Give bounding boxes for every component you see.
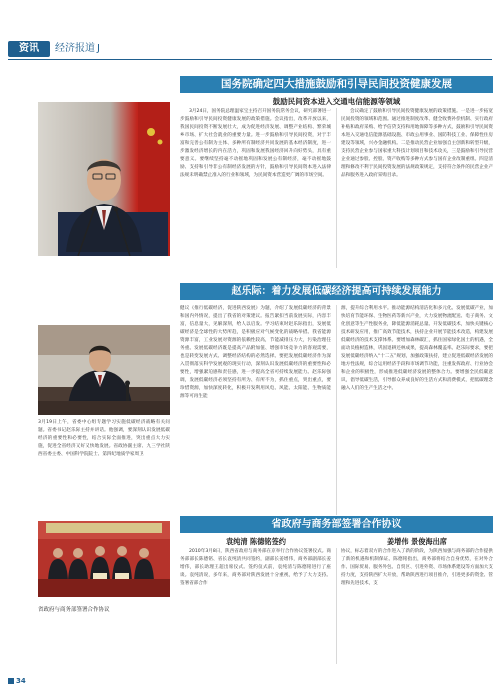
article3-col1-text: 2010年3月8日，陕西省政府与商务部在京举行合作协议签署仪式。商务部部长陈德铭、省长袁纯清共同签约，副部长姜增伟，商务部副部长姜增伟，部长助理王超出席仪式。签约仪式前，袁纯清与陈德铭进行了座谈。袁纯清说，多年来，商务部对陕西发展十分重视，给予了大力支持。签署省部合作 [180, 549, 331, 586]
header-section-title [55, 41, 100, 57]
article1-column-right [341, 108, 493, 272]
header-tag-text: 资讯 [19, 43, 39, 54]
article1-headline-text: 国务院确定四大措施鼓励和引导民间投资健康发展 [221, 78, 452, 90]
article2-photo-caption [38, 419, 170, 515]
header-mark: J [97, 43, 100, 54]
meeting-photo [38, 325, 170, 415]
article3-column-left [180, 548, 331, 668]
article3-subhead-left-text: 袁纯清 陈德铭签约 [225, 537, 286, 546]
article1-column-divider [336, 108, 337, 268]
article3-photo [38, 521, 170, 597]
article3-headline [180, 516, 493, 533]
header-rule [8, 59, 492, 60]
article3-caption-text: 省政府与商务部签署合作协议 [38, 607, 110, 613]
header-section-text: 经济报道 [55, 43, 95, 54]
article3-headline-text: 省政府与商务部签署合作协议 [271, 519, 402, 530]
article1-headline [180, 76, 493, 93]
article3-subhead-right [341, 537, 493, 547]
premier-speaking-photo [38, 102, 170, 256]
article3-column-right [341, 548, 493, 668]
article2-headline-text: 赵乐际：着力发展低碳经济提高可持续发展能力 [231, 286, 442, 297]
article2-caption-text: 3月19日上午，省委中心组专题学习实施低碳经济战略有关问题。省委书记赵乐际主持并讲话。他强调，要深刻认识发展低碳经济的重要性和必要性，结合实际全面推进，突出重点大力实施，促进全省经济又好又快地发展。省政协副主席、九三学社陕西省委主委、中国科学院院士、第四纪地质学家周卫 [38, 420, 170, 457]
article2-headline [180, 283, 493, 300]
article3-subhead-left [180, 537, 332, 547]
footer-page-number: 34 [16, 677, 26, 685]
article3-subhead-right-text: 姜增伟 景俊海出席 [386, 537, 447, 546]
article3-column-divider [336, 548, 337, 664]
article3-photo-caption [38, 605, 170, 613]
footer-square-icon [8, 678, 14, 684]
header-tag [8, 41, 50, 57]
article1-subhead-text: 鼓励民间资本进入交通电信能源等领域 [272, 97, 401, 106]
article2-column-left [180, 305, 331, 519]
signing-ceremony-photo [38, 521, 170, 597]
footer-page-marker [8, 676, 26, 686]
article1-column-left [180, 108, 331, 272]
article2-col2-text: 源，提升综合利用水平。推动能源结构清洁化和多元化。发展低碳产业，加快培育节能环保、生物医药等新兴产业，大力发展物流配送、电子商务、文化创意等生产性服务业，降低能源消耗总量。开发低碳技术，加快关键核心技术研发应用，推广高效节能技术，扶持企业开展节能技术改造，构建发展低碳经济的技术支撑体系。要增加森林碳汇，抓住国家绿化国土的机遇，全面动员植树造林，巩固退耕还林成果，提高森林覆盖率。赵乐际要求，要把发展低碳经济纳入“十二五”规划，加强政策扶持，建立促进低碳经济发展的地方性法规，综合运用经济手段和市场调节功能，注重发挥政府、行业协会和企业的积极性，形成推进低碳经济发展的整体合力。要增强全民低碳意识，倡导低碳生活，引导群众养成良好的生活方式和消费模式，把低碳理念融入人们的生产生活之中。 [341, 306, 493, 391]
article1-col2-text: 会议确定了鼓励和引导民间投资健康发展的政策措施。一是进一步拓宽民间投资的领域和范围。通过推进制度改革、健全收费补偿机制、实行政府补贴和政府采购、给予信贷支持和用地保障等多种方式，鼓励和引导民间资本进入交通电信能源基础设施、市政公用事业、国防科技工业、保障性住房建设等领域，兴办金融机构。二是推动民营企业加强自主创新和转型升级，支持民营企业参与国家重大科技计划项目和技术攻关，三是鼓励和引导民营企业通过参股、控股、资产收购等多种方式参与国有企业改制重组。四是清理和修改不利于民间投资发展的法规政策规定，支持符合条件的民营企业产品和服务进入政府采购目录。 [341, 109, 493, 178]
article2-column-right [341, 305, 493, 519]
article2-col1-text: 健议《推行低碳经济，促进陕西发展》为题，介绍了发展低碳经济的背景和国内外情况，提出了我省的对策建议。报告紧扣当前发展实际，内容丰富，信息量大，见解深刻，给人以启发。学习结束时赵乐际指出，发展低碳经济是全球性的大势所趋，是积极应对气候变化的战略举措。我省能源资源丰富，工业发展对资源的依赖性较高，节能减排压力大，污染治理任务重。发展低碳经济既是提高产品附加值、增强市场竞争力的客观需要，也是转变发展方式、调整经济结构的必然选择。要把发展低碳经济作为深入贯彻落实科学发展观的现实行动，深刻认识发展低碳经济的重要性和必要性，增强紧迫感和责任感，进一步提高全省可持续发展能力。赵乐际强调，发展低碳经济必须坚持有所为、有所不为，抓住重点，突出重点，要珍惜资源，加快深度转化，积极开发利用风电、风能、太阳能、生物质能源等可再生能 [180, 306, 331, 399]
article1-col1-text: 3月24日，国务院总理温家宝主持召开国务院常务会议，研究部署进一步鼓励和引导民间投资健康发展的政策措施。会议指出，改革开放以来，我国民间投资不断发展壮大，成为促进经济发展、调整产业结构、繁荣城乡市场、扩大社会就业的重要力量。进一步鼓励和引导民间投资，对于丰富和完善公有制为主体、多种所有制经济共同发展的基本经济制度，进一步激发经济增长的内在活力，巩固和发展我国经济回升向好势头，具有重要意义。要继续坚持毫不动摇地巩固和发展公有制经济，毫不动摇地鼓励、支持和引导非公有制经济发展的方针，鼓励和引导民间资本进入法律法规未明确禁止准入的行业和领域，为民间资本营造更广阔的市场空间。 [180, 109, 331, 178]
article2-photo [38, 325, 170, 415]
article1-subhead [180, 96, 493, 107]
article2-column-divider [336, 305, 337, 515]
article3-col2-text: 协议，标志着双方的合作进入了新的阶段，为陕西加强与商务部的合作提供了新的机遇和机制保证。陈德铭指出，商务部将结合自身优势，在对外合作、国际贸易、服务外包、自贸区、引进外资、市场体系建设等方面加大支持力度，支持陕西扩大开放，帮助陕西进行项目推介，引进更多的资金、管理和先进技术，支 [341, 549, 493, 586]
article1-photo [38, 102, 170, 256]
